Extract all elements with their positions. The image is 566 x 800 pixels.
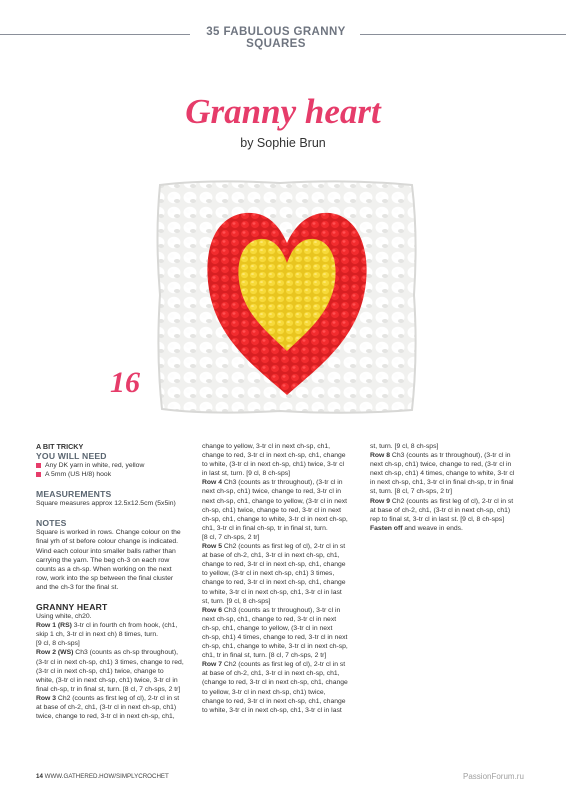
header-rule-left bbox=[0, 34, 190, 35]
bullet-square-icon bbox=[36, 472, 41, 477]
pattern-title: Granny heart bbox=[185, 92, 381, 131]
instruction-row-4: Row 4 Ch3 (counts as tr throughout), (3-tr cl in next ch-sp, ch1) twice, change to red, 3-tr cl in next ch-sp, ch1, change to yellow, (3-tr cl in next ch-sp, ch1) twice, change to red, 3-tr cl in next ch-sp, ch1, change to white, 3-tr cl in next ch-sp, ch1, 3-tr cl in final ch-sp, tr in final st, turn. [8 cl, 7 ch-sps, 2 tr] bbox=[202, 479, 348, 541]
instruction-row-3-continued: change to yellow, 3-tr cl in next ch-sp, ch1, change to red, 3-tr cl in next ch-sp, ch1, change to white, (3-tr cl in next ch-sp, ch1) twice, 3-tr cl in last st, turn. [9 cl, 8 ch-sps] bbox=[202, 443, 346, 478]
list-item: A 5mm (US H/8) hook bbox=[36, 470, 194, 479]
instruction-row-2: Row 2 (WS) Ch3 (counts as ch-sp throughout), (3-tr cl in next ch-sp, ch1) 3 times, change to red, (3-tr cl in next ch-sp, ch1) twice, change to white, (3-tr cl in next ch-sp, ch1) twice, 3-tr cl in final ch-sp, tr in final st, turn. [8 cl, 7 ch-sps, 2 tr] bbox=[36, 649, 184, 693]
you-will-need-heading: YOU WILL NEED bbox=[36, 451, 107, 462]
pattern-number: 16 bbox=[110, 366, 140, 399]
instruction-row-7: Row 7 Ch2 (counts as first leg of cl), 2-tr cl in st at base of ch-2, ch1, 3-tr cl in next ch-sp, ch1, (change to red, 3-tr cl in next ch-sp, ch1, change to yellow, 3-tr cl in next ch-sp, ch1) twice, change to red, 3-tr cl in next ch-sp, ch1, change to white, 3-tr cl in next ch-sp, ch1, 3-tr cl in last bbox=[202, 661, 348, 714]
difficulty-label: A BIT TRICKY bbox=[36, 442, 84, 451]
column-3 bbox=[370, 442, 532, 533]
notes-heading: NOTES bbox=[36, 518, 67, 529]
watermark: PassionForum.ru bbox=[463, 772, 524, 781]
instruction-row-9: Row 9 Ch2 (counts as first leg of cl), 2-tr cl in st at base of ch-2, ch1, (3-tr cl in next ch-sp, ch1) rep to final st, 3-tr cl in last st. [9 cl, 8 ch-sps] bbox=[370, 497, 514, 523]
instruction-fasten-off: Fasten off and weave in ends. bbox=[370, 524, 463, 532]
list-item: Any DK yarn in white, red, yellow bbox=[36, 461, 194, 470]
page-footer bbox=[36, 773, 169, 780]
footer-url[interactable]: WWW.GATHERED.HOW/SIMPLYCROCHET bbox=[44, 773, 169, 780]
instruction-row-6: Row 6 Ch3 (counts as tr throughout), 3-tr cl in next ch-sp, ch1, change to red, 3-tr cl in next ch-sp, ch1, change to yellow, (3-tr cl in next ch-sp, ch1) 4 times, change to red, 3-tr cl in next ch-sp, ch1, change to white, 3-tr cl in next ch-sp, ch1, tr in final st, turn. [8 cl, 7 ch-sps, 2 tr] bbox=[202, 606, 348, 660]
instruction-row-3: Row 3 Ch2 (counts as first leg of cl), 2-tr cl in st at base of ch-2, ch1, (3-tr cl in next ch-sp, ch1) twice, change to red, 3-tr cl in next ch-sp, ch1, bbox=[36, 694, 180, 721]
pattern-byline: by Sophie Brun bbox=[240, 136, 326, 150]
column-1 bbox=[36, 442, 194, 721]
instruction-row-7-continued: st, turn. [9 cl, 8 ch-sps] bbox=[370, 443, 439, 450]
header-rule-right bbox=[360, 34, 566, 35]
page-header bbox=[0, 24, 566, 50]
measurements-heading: MEASUREMENTS bbox=[36, 489, 112, 500]
column-2 bbox=[202, 442, 364, 715]
granny-heart-photo bbox=[150, 175, 425, 420]
granny-heart-heading: GRANNY HEART bbox=[36, 602, 108, 613]
instructions-intro: Using white, ch20. bbox=[36, 613, 92, 621]
measurements-text: Square measures approx 12.5x12.5cm (5x5in) bbox=[36, 500, 176, 508]
instruction-row-1: Row 1 (RS) 3-tr cl in fourth ch from hook, (ch1, skip 1 ch, 3-tr cl in next ch) 8 times, turn. [9 cl, 8 ch-sps] bbox=[36, 622, 178, 648]
notes-text: Square is worked in rows. Change colour on the final yrh of st before colour change is indicated. Wind each colour into smaller balls rather than carrying the yarn. The beg ch-3 on each row counts as a ch-sp. When working on the next row, work into the sp between the final cluster and the ch-3 for the final st. bbox=[36, 529, 181, 591]
instruction-row-8: Row 8 Ch3 (counts as tr throughout), (3-tr cl in next ch-sp, ch1) twice, change to red, (3-tr cl in next ch-sp, ch1) 4 times, change to white, 3-tr cl in next ch-sp, ch1, 3-tr cl in final ch-sp, tr in final st, turn. [8 cl, 7 ch-sps, 2 tr] bbox=[370, 452, 515, 496]
header-title: 35 FABULOUS GRANNY SQUARES bbox=[206, 26, 346, 50]
bullet-square-icon bbox=[36, 463, 41, 468]
page-number: 14 bbox=[36, 773, 43, 780]
instruction-row-5: Row 5 Ch2 (counts as first leg of cl), 2-tr cl in st at base of ch-2, ch1, 3-tr cl in next ch-sp, ch1, change to red, 3-tr cl in next ch-sp, ch1, change to yellow, (3-tr cl in next ch-sp, ch1) 3 times, change to red, 3-tr cl in next ch-sp, ch1, change to white, 3-tr cl in next ch-sp, ch1, 3-tr cl in last st, turn. [9 cl, 8 ch-sps] bbox=[202, 543, 346, 605]
